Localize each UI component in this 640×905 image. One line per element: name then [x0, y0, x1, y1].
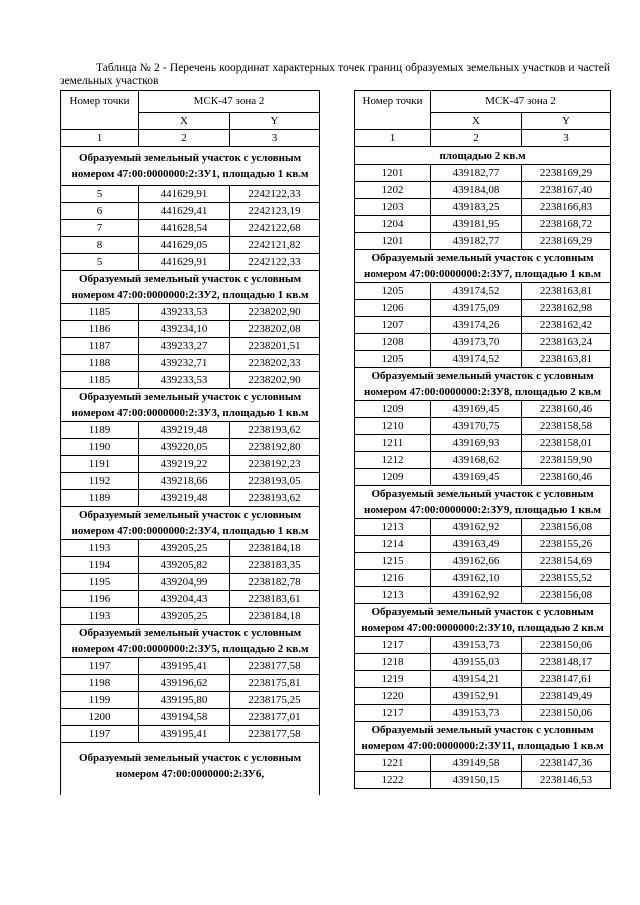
point-number-cell: 1186: [61, 321, 139, 338]
point-number-cell: 1187: [61, 338, 139, 355]
y-coordinate-cell: 2238177,58: [230, 658, 320, 675]
table-row: [355, 452, 611, 469]
table-row: [355, 553, 611, 570]
table-caption: [60, 62, 610, 88]
x-coordinate-cell: 439154,21: [431, 671, 522, 688]
x-coordinate-cell: 439233,27: [139, 338, 230, 355]
table-row: [355, 587, 611, 604]
section-title: Образуемый земельный участок с условным номером 47:00:0000000:2:ЗУ2, площадью 1 кв.м: [61, 271, 320, 304]
section-title: Образуемый земельный участок с условным номером 47:00:0000000:2:ЗУ1, площадью 1 кв.м: [61, 147, 320, 186]
point-number-cell: 1185: [61, 304, 139, 321]
point-number-cell: 1206: [355, 300, 431, 317]
x-coordinate-cell: 439162,92: [431, 587, 522, 604]
point-number-cell: 1215: [355, 553, 431, 570]
y-coordinate-cell: 2238155,52: [522, 570, 611, 587]
y-coordinate-cell: 2238192,80: [230, 439, 320, 456]
y-coordinate-cell: 2238158,58: [522, 418, 611, 435]
y-coordinate-cell: 2238202,90: [230, 372, 320, 389]
point-number-cell: 1213: [355, 519, 431, 536]
coordinates-table-right: [354, 90, 611, 789]
x-coordinate-cell: 439175,09: [431, 300, 522, 317]
x-coordinate-cell: 439182,77: [431, 233, 522, 250]
x-coordinate-cell: 441629,91: [139, 254, 230, 271]
y-coordinate-cell: 2238155,26: [522, 536, 611, 553]
point-number-cell: 1214: [355, 536, 431, 553]
table-row: [355, 570, 611, 587]
x-coordinate-cell: 439181,95: [431, 216, 522, 233]
table-row: [355, 469, 611, 486]
x-coordinate-cell: 439220,05: [139, 439, 230, 456]
table-row: [61, 304, 320, 321]
table-row: [355, 637, 611, 654]
x-coordinate-cell: 439150,15: [431, 772, 522, 789]
caption-text: Таблица № 2 - Перечень координат характерных точек границ образуемых земельных участков и частей земельных участков: [60, 62, 610, 87]
point-number-cell: 1194: [61, 557, 139, 574]
point-number-cell: 1212: [355, 452, 431, 469]
section-title: Образуемый земельный участок с условным номером 47:00:0000000:2:ЗУ10, площадью 2 кв.м: [355, 604, 611, 637]
section-title: Образуемый земельный участок с условным номером 47:00:0000000:2:ЗУ5, площадью 2 кв.м: [61, 625, 320, 658]
x-coordinate-cell: 439232,71: [139, 355, 230, 372]
header-col-3: 3: [230, 130, 320, 147]
y-coordinate-cell: 2238147,61: [522, 671, 611, 688]
point-number-cell: 8: [61, 237, 139, 254]
x-coordinate-cell: 439162,92: [431, 519, 522, 536]
y-coordinate-cell: 2242122,33: [230, 186, 320, 203]
point-number-cell: 1191: [61, 456, 139, 473]
point-number-cell: 1188: [61, 355, 139, 372]
x-coordinate-cell: 439205,82: [139, 557, 230, 574]
table-row: [61, 456, 320, 473]
y-coordinate-cell: 2238201,51: [230, 338, 320, 355]
x-coordinate-cell: 439205,25: [139, 540, 230, 557]
point-number-cell: 1217: [355, 705, 431, 722]
table-row: [355, 317, 611, 334]
y-coordinate-cell: 2238147,36: [522, 755, 611, 772]
y-coordinate-cell: 2238169,29: [522, 233, 611, 250]
y-coordinate-cell: 2238163,81: [522, 283, 611, 300]
section-title: Образуемый земельный участок с условным номером 47:00:0000000:2:ЗУ6,: [61, 743, 320, 796]
point-number-cell: 1222: [355, 772, 431, 789]
y-coordinate-cell: 2238150,06: [522, 637, 611, 654]
point-number-cell: 7: [61, 220, 139, 237]
x-coordinate-cell: 439184,08: [431, 182, 522, 199]
x-coordinate-cell: 439174,26: [431, 317, 522, 334]
y-coordinate-cell: 2238149,49: [522, 688, 611, 705]
header-col-1: 1: [61, 130, 139, 147]
table-row: [61, 540, 320, 557]
y-coordinate-cell: 2238156,08: [522, 587, 611, 604]
point-number-cell: 1197: [61, 726, 139, 743]
y-coordinate-cell: 2238162,42: [522, 317, 611, 334]
y-coordinate-cell: 2238184,18: [230, 540, 320, 557]
y-coordinate-cell: 2238192,23: [230, 456, 320, 473]
table-row: [355, 401, 611, 418]
x-coordinate-cell: 439195,41: [139, 726, 230, 743]
table-row: [61, 574, 320, 591]
y-coordinate-cell: 2238166,83: [522, 199, 611, 216]
point-number-cell: 1203: [355, 199, 431, 216]
header-y: Y: [522, 113, 611, 130]
x-coordinate-cell: 439194,58: [139, 709, 230, 726]
x-coordinate-cell: 439174,52: [431, 283, 522, 300]
point-number-cell: 1201: [355, 165, 431, 182]
y-coordinate-cell: 2242122,33: [230, 254, 320, 271]
table-row: [61, 220, 320, 237]
point-number-cell: 1193: [61, 608, 139, 625]
point-number-cell: 1208: [355, 334, 431, 351]
header-col-3: 3: [522, 130, 611, 147]
point-number-cell: 1218: [355, 654, 431, 671]
point-number-cell: 1209: [355, 401, 431, 418]
x-coordinate-cell: 439195,80: [139, 692, 230, 709]
point-number-cell: 1213: [355, 587, 431, 604]
point-number-cell: 1190: [61, 439, 139, 456]
x-coordinate-cell: 439234,10: [139, 321, 230, 338]
y-coordinate-cell: 2238175,81: [230, 675, 320, 692]
table-row: [61, 473, 320, 490]
x-coordinate-cell: 439163,49: [431, 536, 522, 553]
table-row: [355, 334, 611, 351]
point-number-cell: 5: [61, 254, 139, 271]
header-x: X: [431, 113, 522, 130]
x-coordinate-cell: 441629,91: [139, 186, 230, 203]
x-coordinate-cell: 439162,66: [431, 553, 522, 570]
header-coordinate-system: МСК-47 зона 2: [431, 91, 611, 113]
table-row: [355, 300, 611, 317]
table-row: [355, 199, 611, 216]
x-coordinate-cell: 439173,70: [431, 334, 522, 351]
x-coordinate-cell: 439195,41: [139, 658, 230, 675]
y-coordinate-cell: 2238193,05: [230, 473, 320, 490]
table-row: [61, 186, 320, 203]
x-coordinate-cell: 441629,05: [139, 237, 230, 254]
point-number-cell: 1193: [61, 540, 139, 557]
x-coordinate-cell: 439233,53: [139, 304, 230, 321]
section-title: Образуемый земельный участок с условным номером 47:00:0000000:2:ЗУ4, площадью 1 кв.м: [61, 507, 320, 540]
point-number-cell: 1196: [61, 591, 139, 608]
y-coordinate-cell: 2238159,90: [522, 452, 611, 469]
y-coordinate-cell: 2238202,33: [230, 355, 320, 372]
table-row: [61, 726, 320, 743]
table-row: [355, 755, 611, 772]
y-coordinate-cell: 2238182,78: [230, 574, 320, 591]
table-row: [61, 422, 320, 439]
y-coordinate-cell: 2238167,40: [522, 182, 611, 199]
table-row: [355, 654, 611, 671]
y-coordinate-cell: 2238193,62: [230, 422, 320, 439]
x-coordinate-cell: 439182,77: [431, 165, 522, 182]
x-coordinate-cell: 439233,53: [139, 372, 230, 389]
table-row: [61, 658, 320, 675]
x-coordinate-cell: 439219,48: [139, 490, 230, 507]
x-coordinate-cell: 439196,62: [139, 675, 230, 692]
y-coordinate-cell: 2238163,81: [522, 351, 611, 368]
table-row: [355, 283, 611, 300]
point-number-cell: 1199: [61, 692, 139, 709]
x-coordinate-cell: 439153,73: [431, 637, 522, 654]
table-row: [355, 536, 611, 553]
y-coordinate-cell: 2238150,06: [522, 705, 611, 722]
point-number-cell: 1205: [355, 283, 431, 300]
point-number-cell: 1207: [355, 317, 431, 334]
y-coordinate-cell: 2238160,46: [522, 401, 611, 418]
x-coordinate-cell: 441629,41: [139, 203, 230, 220]
point-number-cell: 6: [61, 203, 139, 220]
y-coordinate-cell: 2238202,90: [230, 304, 320, 321]
y-coordinate-cell: 2238160,46: [522, 469, 611, 486]
y-coordinate-cell: 2238177,01: [230, 709, 320, 726]
x-coordinate-cell: 439204,43: [139, 591, 230, 608]
x-coordinate-cell: 439169,45: [431, 469, 522, 486]
x-coordinate-cell: 439168,62: [431, 452, 522, 469]
table-row: [61, 692, 320, 709]
table-row: [355, 418, 611, 435]
x-coordinate-cell: 439183,25: [431, 199, 522, 216]
table-row: [355, 671, 611, 688]
y-coordinate-cell: 2238163,24: [522, 334, 611, 351]
point-number-cell: 1192: [61, 473, 139, 490]
table-row: [355, 519, 611, 536]
point-number-cell: 1219: [355, 671, 431, 688]
point-number-cell: 1189: [61, 422, 139, 439]
point-number-cell: 1195: [61, 574, 139, 591]
point-number-cell: 1189: [61, 490, 139, 507]
section-title: Образуемый земельный участок с условным номером 47:00:0000000:2:ЗУ7, площадью 1 кв.м: [355, 250, 611, 283]
section-title: Образуемый земельный участок с условным номером 47:00:0000000:2:ЗУ3, площадью 1 кв.м: [61, 389, 320, 422]
point-number-cell: 1185: [61, 372, 139, 389]
x-coordinate-cell: 439153,73: [431, 705, 522, 722]
y-coordinate-cell: 2238154,69: [522, 553, 611, 570]
table-row: [61, 321, 320, 338]
x-coordinate-cell: 439219,48: [139, 422, 230, 439]
point-number-cell: 1197: [61, 658, 139, 675]
x-coordinate-cell: 439149,58: [431, 755, 522, 772]
point-number-cell: 1200: [61, 709, 139, 726]
point-number-cell: 5: [61, 186, 139, 203]
y-coordinate-cell: 2238146,53: [522, 772, 611, 789]
section-title: Образуемый земельный участок с условным номером 47:00:0000000:2:ЗУ11, площадью 1 кв.м: [355, 722, 611, 755]
point-number-cell: 1209: [355, 469, 431, 486]
header-y: Y: [230, 113, 320, 130]
y-coordinate-cell: 2238184,18: [230, 608, 320, 625]
point-number-cell: 1204: [355, 216, 431, 233]
y-coordinate-cell: 2242123,19: [230, 203, 320, 220]
table-row: [355, 435, 611, 452]
table-row: [355, 772, 611, 789]
point-number-cell: 1217: [355, 637, 431, 654]
y-coordinate-cell: 2242122,68: [230, 220, 320, 237]
x-coordinate-cell: 439174,52: [431, 351, 522, 368]
header-coordinate-system: МСК-47 зона 2: [139, 91, 320, 113]
table-row: [61, 439, 320, 456]
table-row: [61, 591, 320, 608]
x-coordinate-cell: 439152,91: [431, 688, 522, 705]
table-row: [61, 557, 320, 574]
x-coordinate-cell: 439162,10: [431, 570, 522, 587]
table-row: [61, 338, 320, 355]
y-coordinate-cell: 2242121,82: [230, 237, 320, 254]
table-row: [355, 351, 611, 368]
y-coordinate-cell: 2238175,25: [230, 692, 320, 709]
x-coordinate-cell: 439169,45: [431, 401, 522, 418]
point-number-cell: 1205: [355, 351, 431, 368]
x-coordinate-cell: 439155,03: [431, 654, 522, 671]
point-number-cell: 1211: [355, 435, 431, 452]
table-row: [61, 237, 320, 254]
x-coordinate-cell: 439204,99: [139, 574, 230, 591]
y-coordinate-cell: 2238148,17: [522, 654, 611, 671]
y-coordinate-cell: 2238158,01: [522, 435, 611, 452]
table-row: [61, 490, 320, 507]
coordinates-table-left: [60, 90, 320, 795]
section-title: площадью 2 кв.м: [355, 147, 611, 165]
section-title: Образуемый земельный участок с условным номером 47:00:0000000:2:ЗУ8, площадью 2 кв.м: [355, 368, 611, 401]
y-coordinate-cell: 2238183,35: [230, 557, 320, 574]
table-row: [355, 182, 611, 199]
y-coordinate-cell: 2238168,72: [522, 216, 611, 233]
table-row: [61, 254, 320, 271]
table-row: [355, 165, 611, 182]
table-row: [61, 355, 320, 372]
y-coordinate-cell: 2238162,98: [522, 300, 611, 317]
table-row: [355, 233, 611, 250]
x-coordinate-cell: 439169,93: [431, 435, 522, 452]
y-coordinate-cell: 2238156,08: [522, 519, 611, 536]
table-row: [61, 675, 320, 692]
header-col-2: 2: [139, 130, 230, 147]
header-col-1: 1: [355, 130, 431, 147]
point-number-cell: 1198: [61, 675, 139, 692]
point-number-cell: 1221: [355, 755, 431, 772]
x-coordinate-cell: 439218,66: [139, 473, 230, 490]
table-row: [355, 688, 611, 705]
point-number-cell: 1210: [355, 418, 431, 435]
table-row: [61, 203, 320, 220]
x-coordinate-cell: 439219,22: [139, 456, 230, 473]
section-title: Образуемый земельный участок с условным номером 47:00:0000000:2:ЗУ9, площадью 1 кв.м: [355, 486, 611, 519]
table-row: [61, 372, 320, 389]
x-coordinate-cell: 439205,25: [139, 608, 230, 625]
point-number-cell: 1216: [355, 570, 431, 587]
point-number-cell: 1202: [355, 182, 431, 199]
y-coordinate-cell: 2238202,08: [230, 321, 320, 338]
x-coordinate-cell: 439170,75: [431, 418, 522, 435]
table-row: [61, 709, 320, 726]
table-row: [355, 216, 611, 233]
y-coordinate-cell: 2238183,61: [230, 591, 320, 608]
y-coordinate-cell: 2238177,58: [230, 726, 320, 743]
table-row: [355, 705, 611, 722]
header-col-2: 2: [431, 130, 522, 147]
x-coordinate-cell: 441628,54: [139, 220, 230, 237]
table-row: [61, 608, 320, 625]
header-x: X: [139, 113, 230, 130]
point-number-cell: 1220: [355, 688, 431, 705]
y-coordinate-cell: 2238193,62: [230, 490, 320, 507]
header-point-number: Номер точки: [61, 91, 139, 130]
y-coordinate-cell: 2238169,29: [522, 165, 611, 182]
point-number-cell: 1201: [355, 233, 431, 250]
header-point-number: Номер точки: [355, 91, 431, 130]
